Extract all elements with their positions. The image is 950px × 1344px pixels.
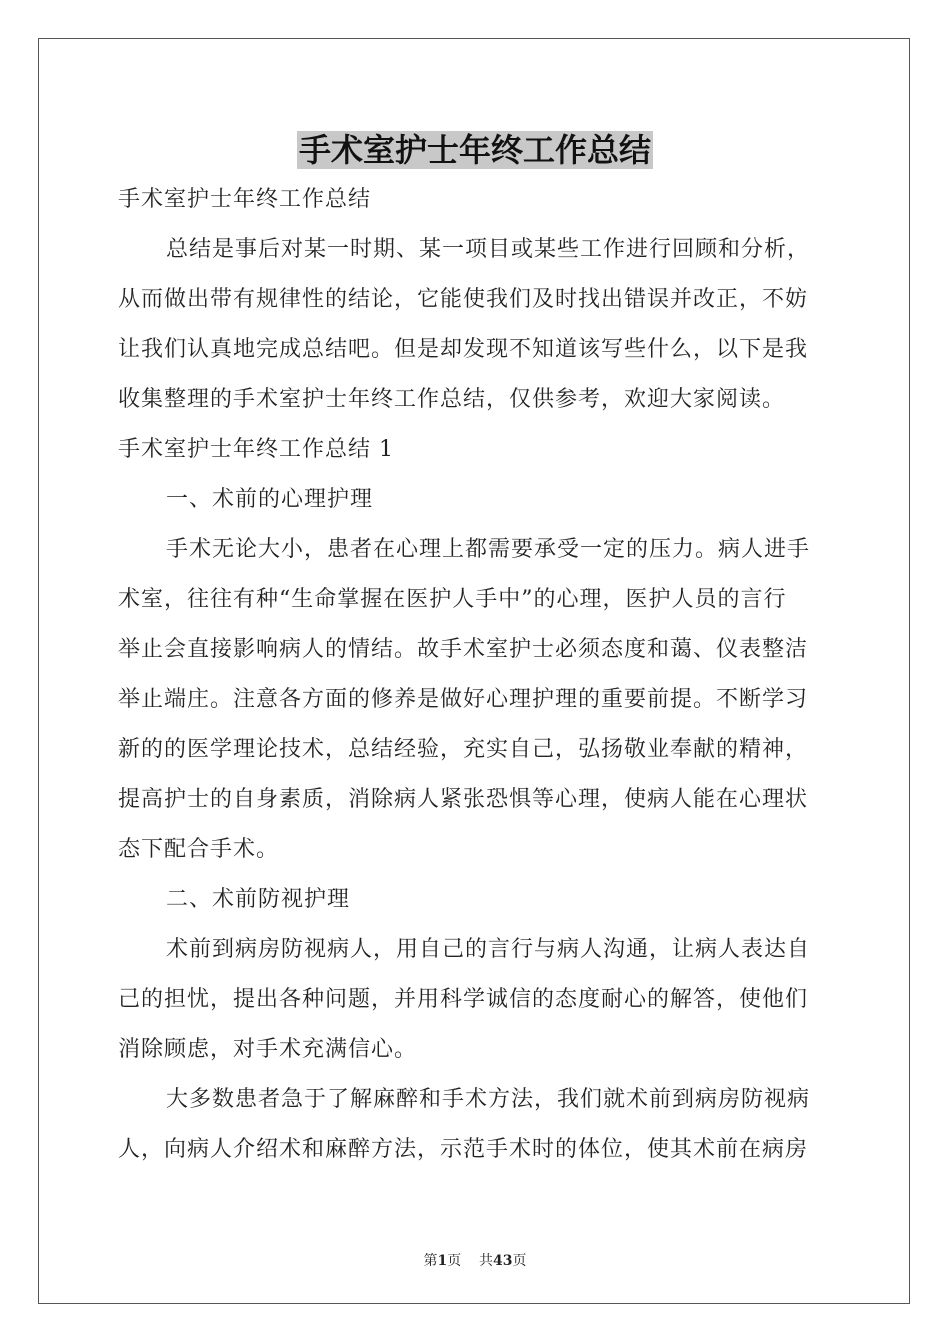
text-line: 消除顾虑，对手术充满信心。 xyxy=(118,1037,418,1062)
document-body xyxy=(118,178,834,1178)
text-line: 新的的医学理论技术，总结经验，充实自己，弘扬敬业奉献的精神， xyxy=(118,737,809,762)
text-line: 提高护士的自身素质，消除病人紧张恐惧等心理，使病人能在心理状 xyxy=(118,787,809,812)
document-title xyxy=(0,128,950,172)
text-line: 举止端庄。注意各方面的修养是做好心理护理的重要前提。不断学习 xyxy=(118,687,809,712)
text-line: 人，向病人介绍术和麻醉方法，示范手术时的体位，使其术前在病房 xyxy=(118,1137,809,1162)
title-text: 手术室护士年终工作总结 xyxy=(298,131,651,169)
text-line: 收集整理的手术室护士年终工作总结，仅供参考，欢迎大家阅读。 xyxy=(118,387,786,412)
current-page-number: 1 xyxy=(437,1253,448,1269)
section-heading: 手术室护士年终工作总结 1 xyxy=(118,437,394,462)
text-line: 术室，往往有种“生命掌握在医护人手中”的心理，医护人员的言行 xyxy=(118,587,787,612)
text-line: 手术无论大小，患者在心理上都需要承受一定的压力。病人进手 xyxy=(166,537,811,562)
text-line: 举止会直接影响病人的情结。故手术室护士必须态度和蔼、仪表整洁 xyxy=(118,637,809,662)
text-line: 态下配合手术。 xyxy=(118,837,280,862)
text-line: 术前到病房防视病人，用自己的言行与病人沟通，让病人表达自 xyxy=(166,937,811,962)
total-pages: 43 xyxy=(493,1253,513,1269)
text-line: 大多数患者急于了解麻醉和手术方法，我们就术前到病房防视病 xyxy=(166,1087,811,1112)
text-line: 己的担忧，提出各种问题，并用科学诚信的态度耐心的解答，使他们 xyxy=(118,987,809,1012)
subsection-heading: 二、术前防视护理 xyxy=(166,887,351,912)
text-line: 总结是事后对某一时期、某一项目或某些工作进行回顾和分析， xyxy=(166,237,811,262)
text-line: 手术室护士年终工作总结 xyxy=(118,187,372,212)
subsection-heading: 一、术前的心理护理 xyxy=(166,487,374,512)
footer-prefix: 第 xyxy=(423,1253,438,1269)
text-line: 让我们认真地完成总结吧。但是却发现不知道该写些什么，以下是我 xyxy=(118,337,809,362)
footer-mid: 页 共 xyxy=(447,1253,494,1269)
text-line: 从而做出带有规律性的结论，它能使我们及时找出错误并改正，不妨 xyxy=(118,287,809,312)
page-footer xyxy=(0,1250,950,1270)
footer-suffix: 页 xyxy=(512,1253,527,1269)
